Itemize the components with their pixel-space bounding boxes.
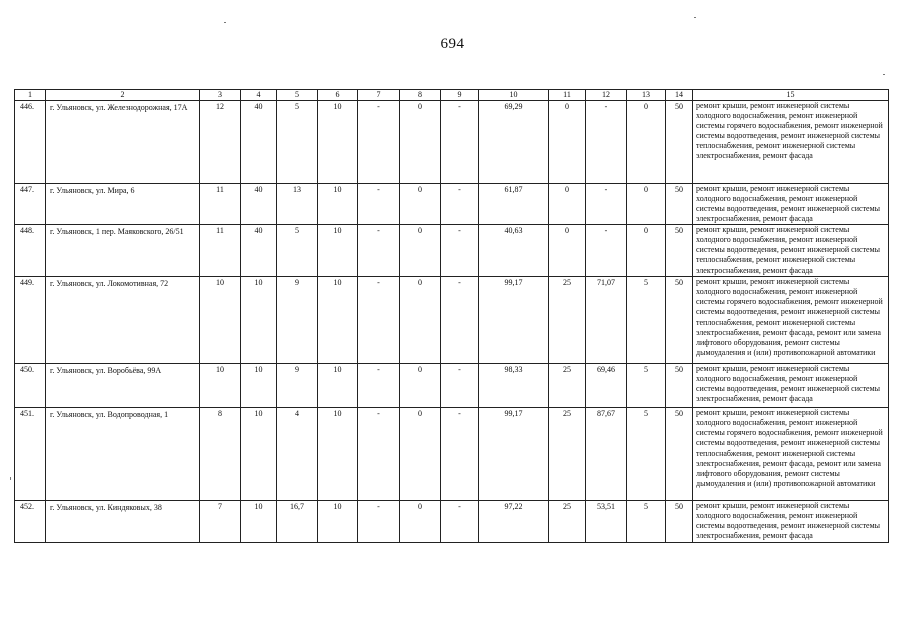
column-header: 11 <box>549 90 586 101</box>
cell: 40 <box>241 183 277 224</box>
cell: 10 <box>318 100 358 183</box>
cell: 25 <box>549 277 586 364</box>
row-number: 449. <box>15 277 46 364</box>
cell: 50 <box>666 100 693 183</box>
scan-speck <box>694 17 696 18</box>
table-row <box>15 501 889 542</box>
cell: 0 <box>549 225 586 277</box>
cell: 0 <box>400 408 441 501</box>
column-number-row <box>15 90 889 101</box>
cell: 40 <box>241 225 277 277</box>
column-header: 10 <box>479 90 549 101</box>
table-row <box>15 408 889 501</box>
cell: 50 <box>666 277 693 364</box>
cell: 0 <box>400 501 441 542</box>
cell: - <box>358 183 400 224</box>
cell: 10 <box>241 277 277 364</box>
address-cell: г. Ульяновск, ул. Водопроводная, 1 <box>46 408 200 501</box>
cell: 10 <box>318 408 358 501</box>
address-cell: г. Ульяновск, ул. Мира, 6 <box>46 183 200 224</box>
cell: - <box>441 408 479 501</box>
column-header: 12 <box>586 90 627 101</box>
cell: - <box>358 277 400 364</box>
column-header: 5 <box>277 90 318 101</box>
cell: 10 <box>318 364 358 408</box>
cell: 61,87 <box>479 183 549 224</box>
column-header: 7 <box>358 90 400 101</box>
row-number: 451. <box>15 408 46 501</box>
cell: 0 <box>627 100 666 183</box>
row-number: 447. <box>15 183 46 224</box>
scan-speck <box>224 22 226 23</box>
address-cell: г. Ульяновск, ул. Воробьёва, 99А <box>46 364 200 408</box>
works-cell: ремонт крыши, ремонт инженерной системы холодного водоснабжения, ремонт инженерной системы горячего водоснабжения, ремонт инженерной системы водоотведения, ремонт инженерной системы теплоснабжения, ремонт инженерной системы электроснабжения, ремонт фасада, ремонт или замена лифтового оборудования, ремонт системы дымоудаления и (или) противопожарной автоматики <box>693 277 889 364</box>
column-header: 13 <box>627 90 666 101</box>
cell: 25 <box>549 364 586 408</box>
column-header: 4 <box>241 90 277 101</box>
works-cell: ремонт крыши, ремонт инженерной системы холодного водоснабжения, ремонт инженерной системы водоотведения, ремонт инженерной системы электроснабжения, ремонт фасада <box>693 364 889 408</box>
table-row <box>15 183 889 224</box>
cell: 5 <box>627 408 666 501</box>
cell: - <box>441 364 479 408</box>
scan-speck <box>883 74 885 75</box>
cell: 0 <box>400 364 441 408</box>
works-cell: ремонт крыши, ремонт инженерной системы холодного водоснабжения, ремонт инженерной системы водоотведения, ремонт инженерной системы теплоснабжения, ремонт инженерной системы электроснабжения, ремонт фасада <box>693 225 889 277</box>
cell: 50 <box>666 501 693 542</box>
cell: 71,07 <box>586 277 627 364</box>
cell: 50 <box>666 364 693 408</box>
works-cell: ремонт крыши, ремонт инженерной системы холодного водоснабжения, ремонт инженерной системы горячего водоснабжения, ремонт инженерной системы водоотведения, ремонт инженерной системы теплоснабжения, ремонт инженерной системы электроснабжения, ремонт фасада, ремонт или замена лифтового оборудования, ремонт системы дымоудаления и (или) противопожарной автоматики <box>693 408 889 501</box>
cell: - <box>441 501 479 542</box>
scan-speck <box>10 477 11 480</box>
column-header: 8 <box>400 90 441 101</box>
address-cell: г. Ульяновск, ул. Локомотивная, 72 <box>46 277 200 364</box>
cell: - <box>358 408 400 501</box>
cell: 50 <box>666 408 693 501</box>
column-header: 9 <box>441 90 479 101</box>
repair-program-table <box>14 89 889 543</box>
works-cell: ремонт крыши, ремонт инженерной системы холодного водоснабжения, ремонт инженерной системы водоотведения, ремонт инженерной системы электроснабжения, ремонт фасада <box>693 183 889 224</box>
cell: 5 <box>277 225 318 277</box>
cell: 25 <box>549 408 586 501</box>
cell: 10 <box>241 408 277 501</box>
cell: 12 <box>200 100 241 183</box>
cell: 4 <box>277 408 318 501</box>
cell: 13 <box>277 183 318 224</box>
cell: - <box>358 364 400 408</box>
cell: 7 <box>200 501 241 542</box>
cell: 10 <box>318 501 358 542</box>
cell: 87,67 <box>586 408 627 501</box>
cell: 5 <box>277 100 318 183</box>
row-number: 450. <box>15 364 46 408</box>
column-header: 6 <box>318 90 358 101</box>
cell: 98,33 <box>479 364 549 408</box>
cell: 5 <box>627 277 666 364</box>
cell: 10 <box>318 183 358 224</box>
table-row <box>15 225 889 277</box>
cell: 5 <box>627 364 666 408</box>
cell: 10 <box>200 364 241 408</box>
cell: - <box>586 225 627 277</box>
cell: 10 <box>200 277 241 364</box>
column-header: 14 <box>666 90 693 101</box>
address-cell: г. Ульяновск, ул. Железнодорожная, 17А <box>46 100 200 183</box>
cell: 0 <box>400 100 441 183</box>
cell: 5 <box>627 501 666 542</box>
table-row <box>15 100 889 183</box>
cell: 0 <box>549 100 586 183</box>
column-header: 1 <box>15 90 46 101</box>
page-number: 694 <box>440 36 465 52</box>
address-cell: г. Ульяновск, ул. Киндяковых, 38 <box>46 501 200 542</box>
cell: 10 <box>318 277 358 364</box>
cell: 99,17 <box>479 408 549 501</box>
cell: 0 <box>400 225 441 277</box>
works-cell: ремонт крыши, ремонт инженерной системы холодного водоснабжения, ремонт инженерной системы водоотведения, ремонт инженерной системы электроснабжения, ремонт фасада <box>693 501 889 542</box>
cell: 10 <box>241 364 277 408</box>
address-cell: г. Ульяновск, 1 пер. Маяковского, 26/51 <box>46 225 200 277</box>
cell: 53,51 <box>586 501 627 542</box>
cell: 16,7 <box>277 501 318 542</box>
cell: 0 <box>627 225 666 277</box>
row-number: 448. <box>15 225 46 277</box>
cell: - <box>358 100 400 183</box>
column-header: 2 <box>46 90 200 101</box>
row-number: 452. <box>15 501 46 542</box>
cell: 11 <box>200 225 241 277</box>
cell: - <box>441 183 479 224</box>
cell: 9 <box>277 364 318 408</box>
cell: 40 <box>241 100 277 183</box>
cell: 0 <box>549 183 586 224</box>
column-header: 3 <box>200 90 241 101</box>
cell: 0 <box>400 183 441 224</box>
cell: - <box>441 100 479 183</box>
cell: - <box>441 277 479 364</box>
table-row <box>15 277 889 364</box>
cell: 8 <box>200 408 241 501</box>
cell: 10 <box>241 501 277 542</box>
row-number: 446. <box>15 100 46 183</box>
cell: - <box>586 183 627 224</box>
cell: 69,46 <box>586 364 627 408</box>
cell: - <box>358 225 400 277</box>
cell: - <box>586 100 627 183</box>
cell: 50 <box>666 225 693 277</box>
cell: 11 <box>200 183 241 224</box>
works-cell: ремонт крыши, ремонт инженерной системы холодного водоснабжения, ремонт инженерной системы горячего водоснабжения, ремонт инженерной системы водоотведения, ремонт инженерной системы теплоснабжения, ремонт инженерной системы электроснабжения, ремонт фасада <box>693 100 889 183</box>
cell: 10 <box>318 225 358 277</box>
table-row <box>15 364 889 408</box>
cell: 40,63 <box>479 225 549 277</box>
cell: - <box>441 225 479 277</box>
cell: 25 <box>549 501 586 542</box>
cell: 97,22 <box>479 501 549 542</box>
cell: 9 <box>277 277 318 364</box>
cell: 0 <box>400 277 441 364</box>
cell: 69,29 <box>479 100 549 183</box>
cell: - <box>358 501 400 542</box>
cell: 50 <box>666 183 693 224</box>
cell: 99,17 <box>479 277 549 364</box>
cell: 0 <box>627 183 666 224</box>
column-header: 15 <box>693 90 889 101</box>
